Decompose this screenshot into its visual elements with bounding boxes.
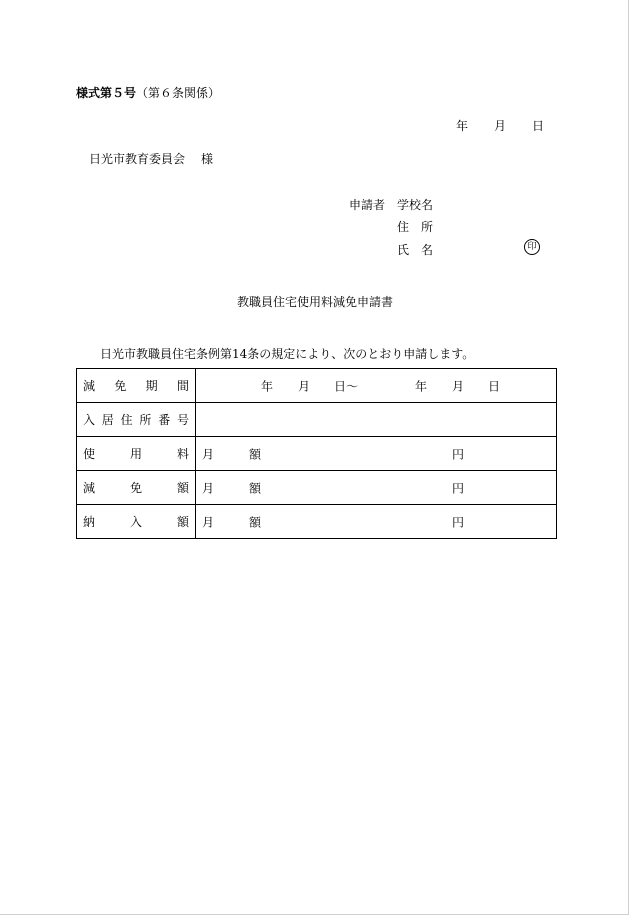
label-char: 減 <box>83 379 96 393</box>
label-char: 免 <box>114 379 127 393</box>
date-month: 月 <box>494 119 507 133</box>
period-from-month: 月 <box>298 379 311 393</box>
addressee <box>89 150 213 167</box>
address-label: 住所 <box>397 220 446 234</box>
exemption-period-label <box>77 369 196 403</box>
period-from-day: 日〜 <box>334 379 359 393</box>
table-row-usage-fee <box>77 437 557 471</box>
payment-amount-label <box>77 505 196 539</box>
yen-label: 円 <box>452 481 465 495</box>
residence-number-field[interactable] <box>196 403 557 437</box>
table-row-exemption-amount <box>77 471 557 505</box>
label-char: 免 <box>129 481 142 495</box>
label-char: 号 <box>176 413 189 427</box>
exemption-period-field[interactable] <box>196 369 557 403</box>
label-char: 所 <box>139 413 152 427</box>
form-number-relation: （第６条関係） <box>136 86 221 100</box>
monthly-label: 月 <box>202 447 215 461</box>
exemption-amount-label <box>77 471 196 505</box>
label-char: 用 <box>129 447 142 461</box>
period-to-year: 年 <box>415 379 428 393</box>
label-char: 減 <box>83 481 96 495</box>
application-table <box>76 368 557 539</box>
label-char: 住 <box>120 413 133 427</box>
label-char: 入 <box>129 515 142 529</box>
table-row-exemption-period <box>77 369 557 403</box>
amount-label: 額 <box>249 447 262 461</box>
form-number-label: 様式第５号 <box>76 86 137 100</box>
table-row-residence-number <box>77 403 557 437</box>
monthly-label: 月 <box>202 515 215 529</box>
label-char: 使 <box>83 447 96 461</box>
payment-amount-field[interactable] <box>196 505 557 539</box>
label-char: 居 <box>101 413 114 427</box>
yen-label: 円 <box>452 447 465 461</box>
period-from-year: 年 <box>261 379 274 393</box>
date-year: 年 <box>456 119 469 133</box>
label-char: 額 <box>176 515 189 529</box>
amount-label: 額 <box>249 481 262 495</box>
intro-text: 日光市教職員住宅条例第14条の規定により、次のとおり申請します。 <box>100 347 475 361</box>
name-label: 氏名 <box>397 243 446 257</box>
form-number <box>76 84 220 101</box>
addressee-name: 日光市教育委員会 <box>89 152 186 166</box>
label-char: 入 <box>83 413 96 427</box>
addressee-honorific: 様 <box>201 152 214 166</box>
document-title: 教職員住宅使用料減免申請書 <box>236 295 393 309</box>
period-to-day: 日 <box>488 379 501 393</box>
residence-number-label <box>77 403 196 437</box>
yen-label: 円 <box>452 515 465 529</box>
date-line <box>456 117 544 134</box>
label-char: 番 <box>158 413 171 427</box>
monthly-label: 月 <box>202 481 215 495</box>
label-char: 間 <box>176 379 189 393</box>
period-to-month: 月 <box>452 379 465 393</box>
label-char: 額 <box>176 481 189 495</box>
school-name-label: 学校名 <box>397 198 434 212</box>
amount-label: 額 <box>249 515 262 529</box>
label-char: 期 <box>145 379 158 393</box>
usage-fee-field[interactable] <box>196 437 557 471</box>
seal-mark: 印 <box>524 239 540 255</box>
label-char: 納 <box>83 515 96 529</box>
applicant-label: 申請者 <box>349 198 386 212</box>
label-char: 料 <box>176 447 189 461</box>
usage-fee-label <box>77 437 196 471</box>
exemption-amount-field[interactable] <box>196 471 557 505</box>
date-day: 日 <box>532 119 545 133</box>
table-row-payment-amount <box>77 505 557 539</box>
